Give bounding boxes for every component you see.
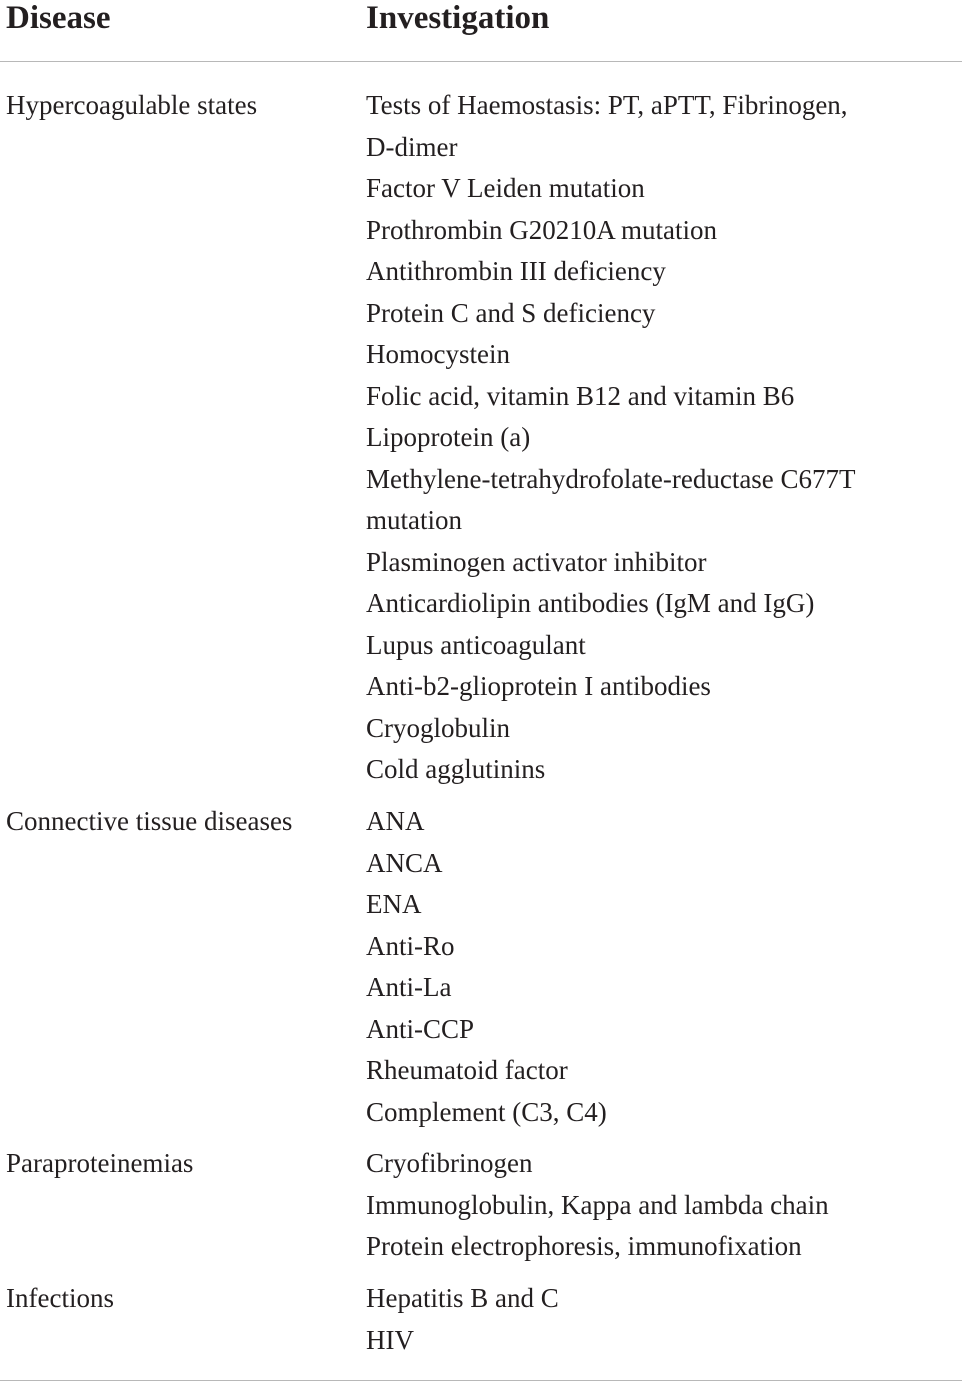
investigation-item: Factor V Leiden mutation bbox=[366, 173, 645, 203]
investigation-item: Anticardiolipin antibodies (IgM and IgG) bbox=[366, 588, 815, 618]
investigation-item: Anti-CCP bbox=[366, 1013, 475, 1044]
table-header bbox=[0, 0, 962, 60]
disease-cell: Hypercoagulable states bbox=[6, 90, 258, 120]
disease-cell: Connective tissue diseases bbox=[6, 806, 293, 836]
investigation-list bbox=[366, 1143, 956, 1268]
investigation-item: Cryofibrinogen bbox=[366, 1148, 533, 1178]
investigation-item: Plasminogen activator inhibitor bbox=[366, 546, 707, 577]
investigation-item: Tests of Haemostasis: PT, aPTT, Fibrinogen, bbox=[366, 90, 848, 120]
header-investigation: Investigation bbox=[366, 0, 550, 36]
header-disease: Disease bbox=[6, 0, 111, 36]
investigation-item: Protein electrophoresis, immunofixation bbox=[366, 1231, 802, 1261]
bottom-rule bbox=[0, 1380, 962, 1381]
investigation-item: Folic acid, vitamin B12 and vitamin B6 bbox=[366, 380, 795, 411]
investigation-item: Lipoprotein (a) bbox=[366, 422, 531, 452]
investigation-item: Methylene-tetrahydrofolate-reductase C677T bbox=[366, 463, 856, 494]
investigation-item: ENA bbox=[366, 889, 422, 919]
investigation-list bbox=[366, 1278, 956, 1361]
disease-cell: Paraproteinemias bbox=[6, 1148, 194, 1178]
header-rule bbox=[0, 61, 962, 62]
investigation-list bbox=[366, 801, 956, 1133]
investigation-item: Cryoglobulin bbox=[366, 712, 511, 743]
investigation-item: ANA bbox=[366, 806, 425, 836]
investigation-item: Lupus anticoagulant bbox=[366, 629, 586, 660]
investigation-item: Immunoglobulin, Kappa and lambda chain bbox=[366, 1189, 829, 1220]
investigation-item: Rheumatoid factor bbox=[366, 1055, 568, 1085]
investigation-list bbox=[366, 85, 956, 791]
investigation-item: Prothrombin G20210A mutation bbox=[366, 214, 717, 245]
investigation-item: Protein C and S deficiency bbox=[366, 297, 656, 328]
investigation-item: mutation bbox=[366, 505, 462, 535]
investigation-item: Anti-Ro bbox=[366, 930, 455, 961]
investigation-item: Hepatitis B and C bbox=[366, 1283, 559, 1313]
investigation-item: D-dimer bbox=[366, 131, 458, 162]
investigation-item: ANCA bbox=[366, 847, 443, 878]
investigation-item: Cold agglutinins bbox=[366, 754, 546, 784]
investigation-item: Homocystein bbox=[366, 339, 510, 369]
disease-cell: Infections bbox=[6, 1283, 114, 1313]
investigation-item: Anti-La bbox=[366, 972, 452, 1002]
investigation-item: Antithrombin III deficiency bbox=[366, 256, 666, 286]
investigation-item: Anti-b2-glioprotein I antibodies bbox=[366, 671, 711, 701]
investigation-item: Complement (C3, C4) bbox=[366, 1096, 607, 1127]
investigation-item: HIV bbox=[366, 1324, 414, 1355]
